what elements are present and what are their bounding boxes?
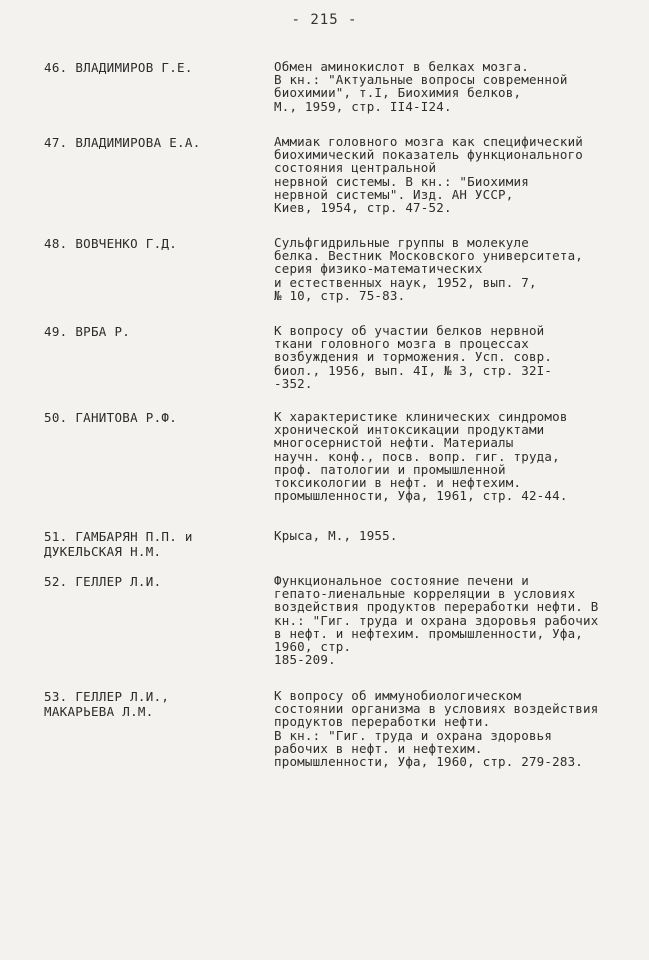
entry-author [44, 135, 264, 150]
entry-author [44, 60, 264, 75]
entry-reference: Аммиак головного мозга как специфический биохимический показатель функционального состояния центральной нервной системы. В кн.: "Биохимия нервной системы". Изд. АН УССР, Киев, 1954, стр. 47-52. [274, 134, 584, 216]
entry-author [44, 689, 264, 719]
entry-reference: К характеристике клинических синдромов хронической интоксикации продуктами многосернистой нефти. Материалы научн. конф., посв. вопр. гиг. труда, проф. патологии и промышленной токсикологии в нефт. и нефтехим. промышленности, Уфа, 1961, стр. 42-44. [274, 409, 568, 504]
entry-author [44, 529, 264, 559]
entry-number: 46. [44, 60, 68, 75]
entry-number: 48. [44, 236, 68, 251]
author-name: ВЛАДИМИРОВА Е.А. [75, 135, 201, 150]
entry-reference: К вопросу об участии белков нервной ткани головного мозга в процессах возбуждения и торможения. Усп. совр. биол., 1956, вып. 4I, № 3, стр. 32I- -352. [274, 323, 553, 391]
entry-reference: Сульфгидрильные группы в молекуле белка. Вестник Московского университета, серия физико-математических и естественных наук, 1952, вып. 7, № 10, стр. 75-83. [274, 235, 584, 303]
author-name: ГАМБАРЯН П.П. и ДУКЕЛЬСКАЯ Н.М. [44, 529, 193, 559]
author-name: ГАНИТОВА Р.Ф. [75, 410, 178, 425]
author-name: ГЕЛЛЕР Л.И., МАКАРЬЕВА Л.М. [44, 689, 170, 719]
entry-reference: Функциональное состояние печени и гепато-лиенальные корреляции в условиях воздействия продуктов переработки нефти. В кн.: "Гиг. труда и охрана здоровья рабочих в нефт. и нефтехим. промышленности, Уфа, 1960, стр. 185-209. [274, 573, 599, 668]
author-name: ВРБА Р. [75, 324, 131, 339]
entry-reference: Обмен аминокислот в белках мозга. В кн.: "Актуальные вопросы современной биохимии", т.I, Биохимия белков, М., 1959, стр. II4-I24. [274, 59, 568, 114]
entry-number: 53. [44, 689, 68, 704]
author-name: ВОВЧЕНКО Г.Д. [75, 236, 178, 251]
entry-number: 47. [44, 135, 68, 150]
entry-number: 52. [44, 574, 68, 589]
author-name: ГЕЛЛЕР Л.И. [75, 574, 162, 589]
entry-reference: К вопросу об иммунобиологическом состоянии организма в условиях воздействия продуктов переработки нефти. В кн.: "Гиг. труда и охрана здоровья рабочих в нефт. и нефтехим. промышленности, Уфа, 1960, стр. 279-283. [274, 688, 599, 770]
entry-author [44, 324, 264, 339]
page-number: - 215 - [291, 12, 358, 28]
entry-author [44, 410, 264, 425]
entry-reference: Крыса, М., 1955. [274, 528, 398, 543]
author-name: ВЛАДИМИРОВ Г.Е. [75, 60, 193, 75]
entry-author [44, 574, 264, 589]
entry-author [44, 236, 264, 251]
entry-number: 50. [44, 410, 68, 425]
entry-number: 49. [44, 324, 68, 339]
entry-number: 51. [44, 529, 68, 544]
